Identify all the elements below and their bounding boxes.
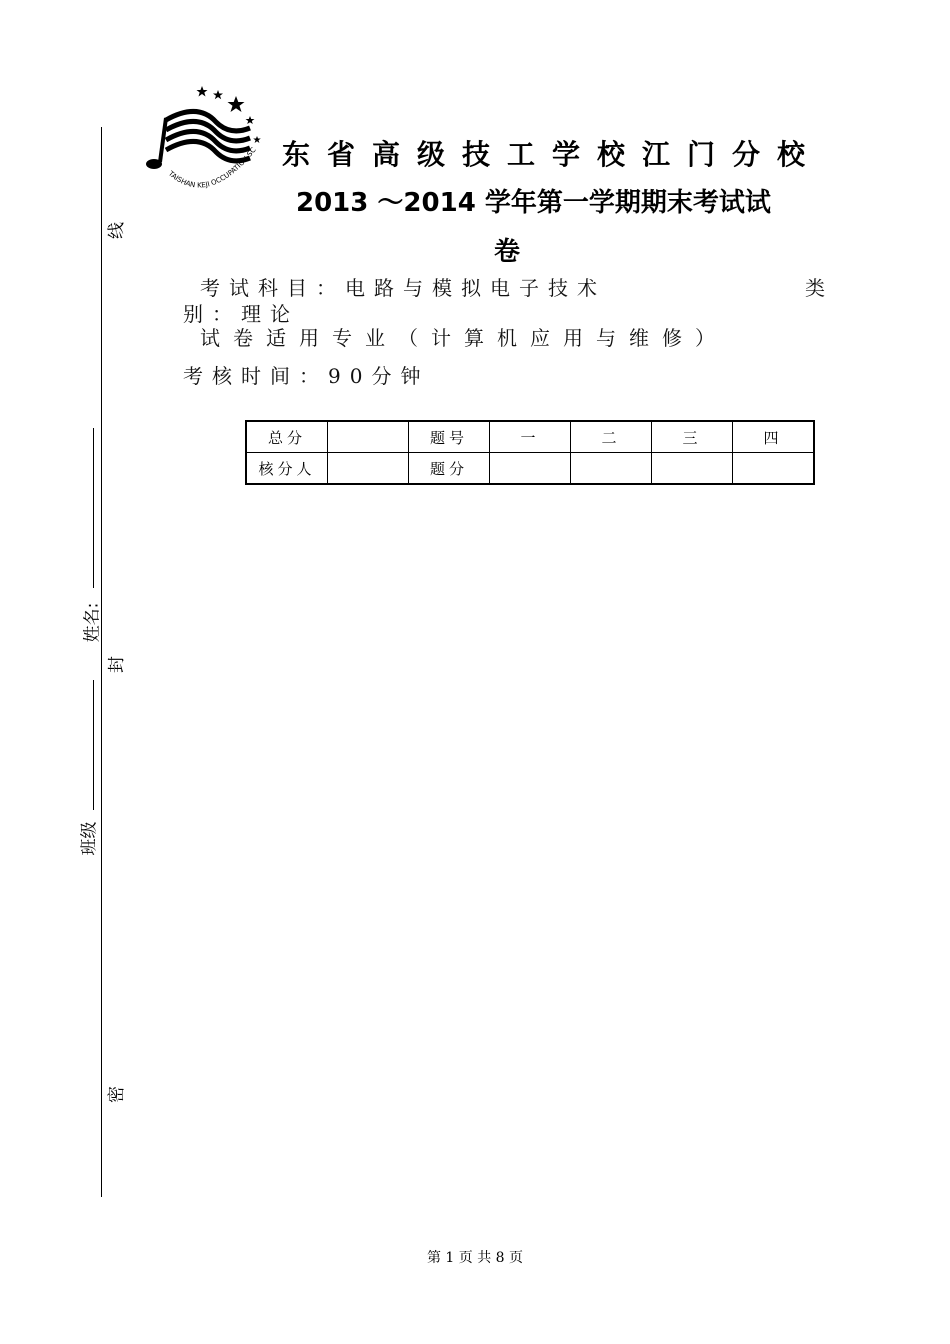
exam-title-continued: 卷 bbox=[494, 237, 521, 267]
svg-text:TAISHAN KEJI OCCUPATION SCHOOL bbox=[138, 80, 258, 190]
category-label: 类 bbox=[805, 276, 825, 300]
table-cell: 题号 bbox=[409, 421, 490, 453]
table-row bbox=[246, 421, 814, 453]
total-score-input-cell[interactable] bbox=[328, 421, 409, 453]
class-underline bbox=[93, 680, 94, 810]
margin-secret-label: 密 bbox=[107, 1086, 127, 1103]
class-label: 班级 bbox=[79, 821, 100, 856]
table-cell: 总分 bbox=[246, 421, 328, 453]
table-cell: 一 bbox=[490, 421, 571, 453]
score-input-cell[interactable] bbox=[652, 453, 733, 485]
table-cell: 二 bbox=[571, 421, 652, 453]
exam-title: 2013 ～2014 学年第一学期期末考试试 bbox=[296, 188, 771, 218]
category-value: 别：理论 bbox=[183, 302, 299, 326]
page-footer: 第 1 页 共 8 页 bbox=[426, 1250, 524, 1266]
margin-line-label: 线 bbox=[107, 222, 127, 239]
grader-input-cell[interactable] bbox=[328, 453, 409, 485]
school-title: 东省高级技工学校江门分校 bbox=[282, 138, 823, 171]
score-table bbox=[245, 420, 815, 485]
score-input-cell[interactable] bbox=[490, 453, 571, 485]
score-input-cell[interactable] bbox=[571, 453, 652, 485]
school-flag-logo-icon bbox=[138, 80, 268, 210]
table-cell: 题分 bbox=[409, 453, 490, 485]
name-underline bbox=[93, 428, 94, 588]
name-label: 姓名: bbox=[82, 602, 103, 643]
table-cell: 四 bbox=[733, 421, 815, 453]
margin-seal-label: 封 bbox=[107, 656, 127, 673]
table-cell: 核分人 bbox=[246, 453, 328, 485]
school-logo bbox=[138, 80, 268, 210]
logo-text: TAISHAN KEJI OCCUPATION SC bbox=[166, 146, 258, 190]
applicable-major: 试卷适用专业（计算机应用与维修） bbox=[200, 326, 728, 350]
table-row bbox=[246, 453, 814, 485]
score-input-cell[interactable] bbox=[733, 453, 815, 485]
exam-duration: 考核时间：90分钟 bbox=[183, 364, 430, 388]
exam-subject: 考试科目：电路与模拟电子技术 bbox=[200, 276, 606, 300]
table-cell: 三 bbox=[652, 421, 733, 453]
